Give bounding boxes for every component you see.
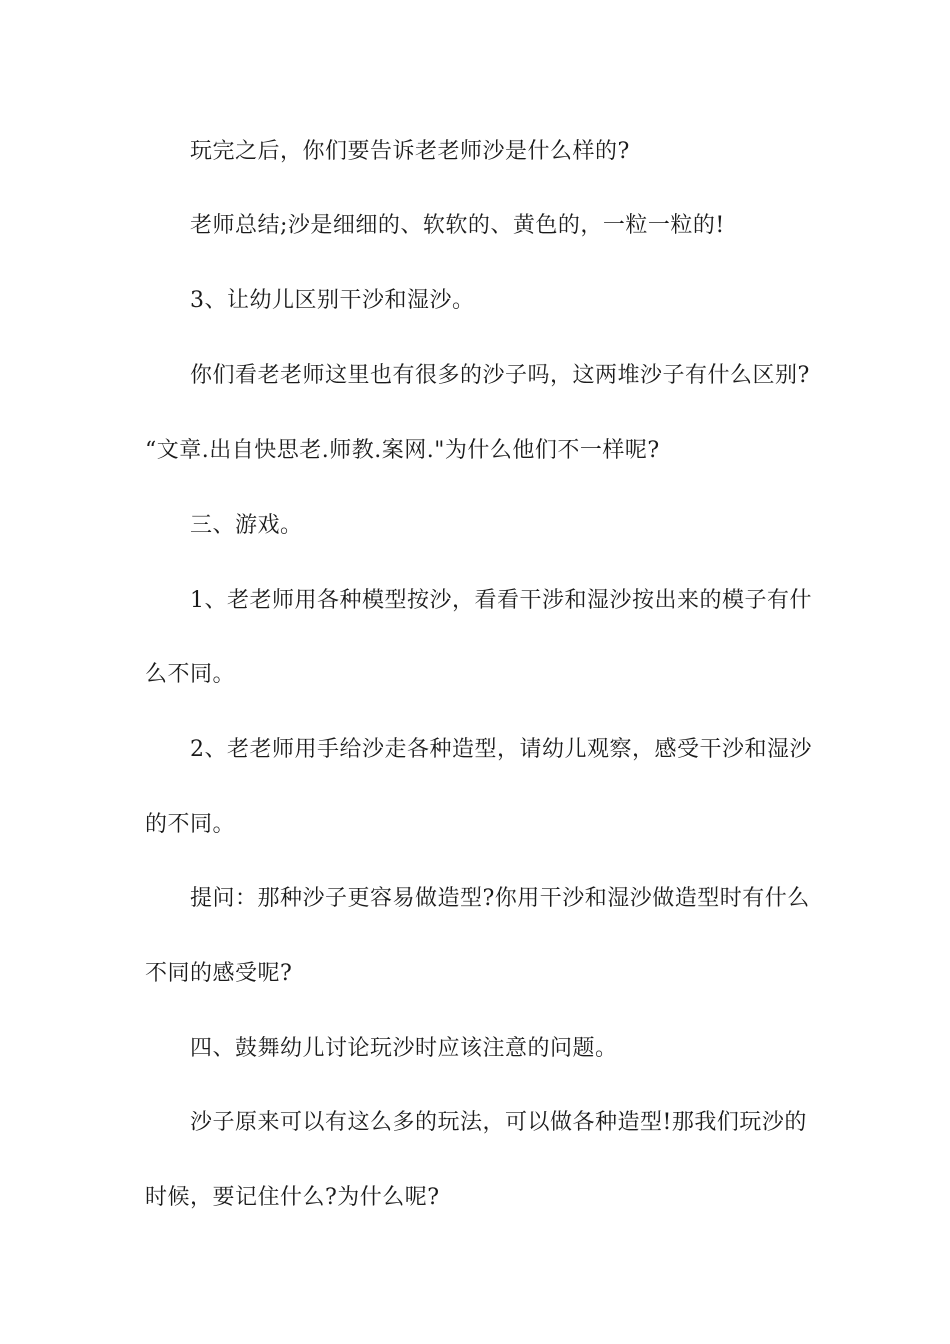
section-heading: 三、游戏。 — [190, 513, 303, 538]
paragraph-line: 你们看老老师这里也有很多的沙子吗，这两堆沙子有什么区别? — [190, 363, 810, 388]
paragraph-line: 的不同。 — [145, 812, 236, 837]
paragraph-line: 3、让幼儿区别干沙和湿沙。 — [190, 288, 475, 313]
paragraph-line: “文章.出自快思老.师教.案网."为什么他们不一样呢? — [145, 438, 660, 463]
paragraph-line: 时候，要记住什么?为什么呢? — [145, 1185, 440, 1210]
paragraph-line: 不同的感受呢? — [145, 961, 293, 986]
paragraph-line: 提问：那种沙子更容易做造型?你用干沙和湿沙做造型时有什么 — [190, 886, 810, 911]
paragraph-line: 么不同。 — [145, 662, 236, 687]
section-heading: 四、鼓舞幼儿讨论玩沙时应该注意的问题。 — [190, 1036, 618, 1061]
paragraph-line: 2、老老师用手给沙走各种造型，请幼儿观察，感受干沙和湿沙 — [190, 737, 812, 762]
paragraph-line: 玩完之后，你们要告诉老老师沙是什么样的? — [190, 139, 630, 164]
paragraph-line: 老师总结;沙是细细的、软软的、黄色的，一粒一粒的! — [190, 213, 725, 238]
paragraph-line: 沙子原来可以有这么多的玩法，可以做各种造型!那我们玩沙的 — [190, 1110, 807, 1135]
paragraph-line: 1、老老师用各种模型按沙，看看干涉和湿沙按出来的模子有什 — [190, 588, 812, 613]
